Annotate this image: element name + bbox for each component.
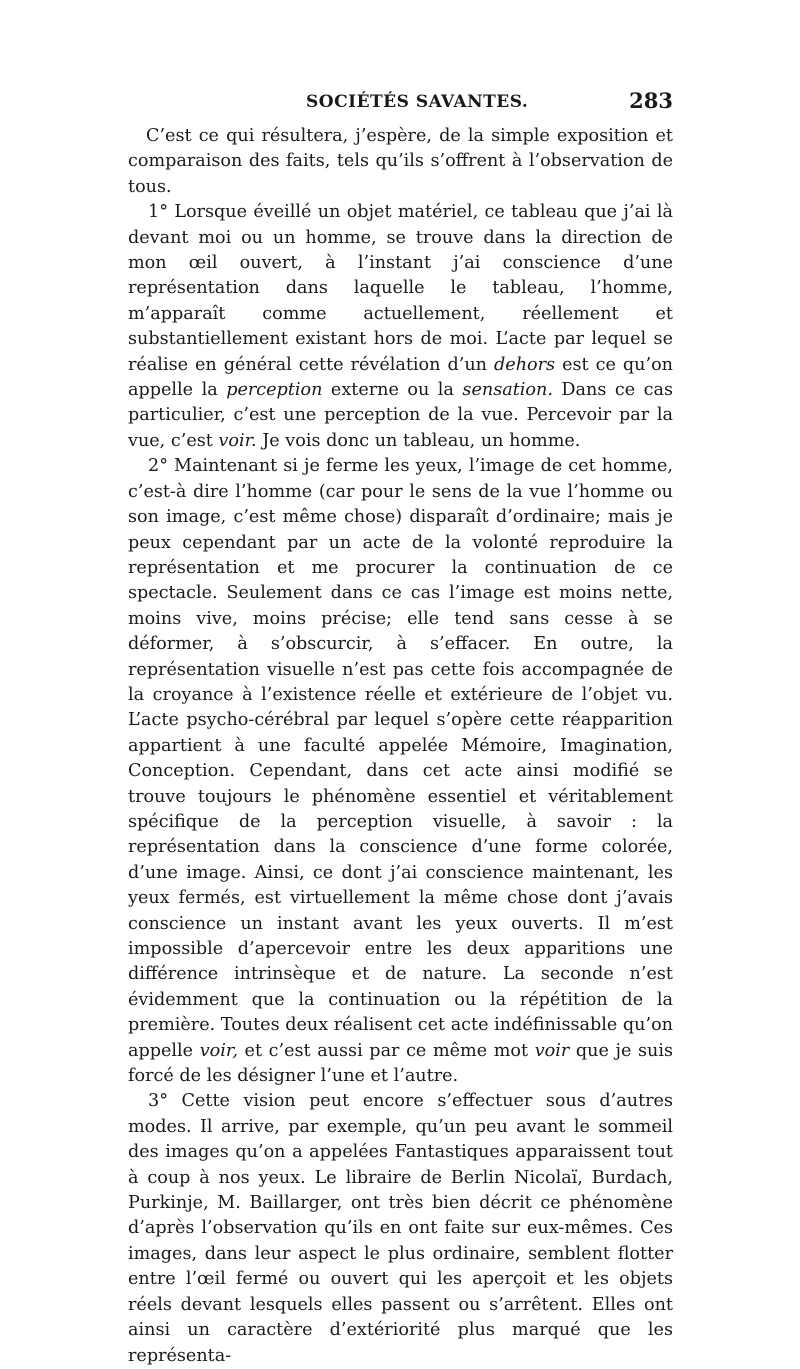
emphasis-voir-1: voir, bbox=[199, 1040, 238, 1061]
paragraph-2-text-d: Dans ce cas particulier, c’est une perception de la vue. Percevoir par la vue, c’est bbox=[128, 380, 674, 451]
book-page bbox=[128, 88, 673, 1369]
paragraph-2-text-a: 1° Lorsque éveillé un objet matériel, ce tableau que j’ai là devant moi ou un homme, se trouve dans la direction de mon œil ouvert, à l’instant j’ai conscience d’une représentation dans laquelle le tableau, l’homme, m’apparaît comme actuellement, réellement et substantiellement existant hors de moi. L’acte par lequel se réalise en général cette révélation d’un bbox=[128, 202, 673, 375]
emphasis-voir: voir. bbox=[218, 430, 257, 451]
paragraph-3-text-b: et c’est aussi par ce même mot bbox=[237, 1040, 535, 1061]
emphasis-dehors: dehors bbox=[494, 354, 556, 375]
paragraph-1: C’est ce qui résultera, j’espère, de la simple exposition et comparaison des faits, tels qu’ils s’offrent à l’observation de tous. bbox=[128, 126, 673, 197]
paragraph-2-text-e: Je vois donc un tableau, un homme. bbox=[256, 430, 581, 451]
running-title: SOCIÉTÉS SAVANTES. bbox=[306, 92, 529, 112]
emphasis-perception: perception bbox=[226, 380, 323, 401]
paragraph-2-text-b: est ce qu’on appelle la bbox=[128, 354, 673, 401]
paragraph-3-text-c: que je suis forcé de les désigner l’une et l’autre. bbox=[128, 1040, 673, 1087]
page-number: 283 bbox=[629, 88, 673, 113]
paragraph-3 bbox=[128, 454, 673, 1089]
emphasis-voir-2: voir bbox=[534, 1040, 570, 1061]
paragraph-2-text-c: externe ou la bbox=[322, 380, 463, 401]
emphasis-sensation: sensation. bbox=[462, 380, 553, 401]
paragraph-4: 3° Cette vision peut encore s’effectuer sous d’autres modes. Il arrive, par exemple, qu’un peu avant le sommeil des images qu’on a appelées Fantastiques apparaissent tout à coup à nos yeux. Le libraire de Berlin Nicolaï, Burdach, Purkinje, M. Baillarger, ont très bien décrit ce phénomène d’après l’observation qu’ils en ont faite sur eux-mêmes. Ces images, dans leur aspect le plus ordinaire, semblent flotter entre l’œil fermé ou ouvert qui les aperçoit et les objets réels devant lesquels elles passent ou s’arrêtent. Elles ont ainsi un caractère d’extériorité plus marqué que les représenta- bbox=[128, 1091, 673, 1366]
paragraph-2 bbox=[128, 200, 673, 454]
page-header bbox=[128, 88, 673, 124]
paragraph-3-text-a: 2° Maintenant si je ferme les yeux, l’image de cet homme, c’est-à dire l’homme (car pour le sens de la vue l’homme ou son image, c’est même chose) disparaît d’ordinaire; mais je peux cependant par un acte de la volonté reproduire la représentation et me procurer la continuation de ce spectacle. Seulement dans ce cas l’image est moins nette, moins vive, moins précise; elle tend sans cesse à se déformer, à s’obscurcir, à s’effacer. En outre, la représentation visuelle n’est pas cette fois accompagnée de la croyance à l’existence réelle et extérieure de l’objet vu. L’acte psycho-cérébral par lequel s’opère cette réapparition appartient à une faculté appelée Mémoire, Imagination, Conception. Cependant, dans cet acte ainsi modifié se trouve toujours le phénomène essentiel et véritablement spécifique de la perception visuelle, à savoir : la représentation dans la conscience d’une forme colorée, d’une image. Ainsi, ce dont j’ai conscience maintenant, les yeux fermés, est virtuellement la même chose dont j’avais conscience un instant avant les yeux ouverts. Il m’est impossible d’apercevoir entre les deux apparitions une différence intrinsèque et de nature. La seconde n’est évidemment que la continuation ou la répétition de la première. Toutes deux réalisent cet acte indéfinissable qu’on appelle bbox=[128, 456, 673, 1061]
body-text bbox=[128, 124, 673, 1369]
